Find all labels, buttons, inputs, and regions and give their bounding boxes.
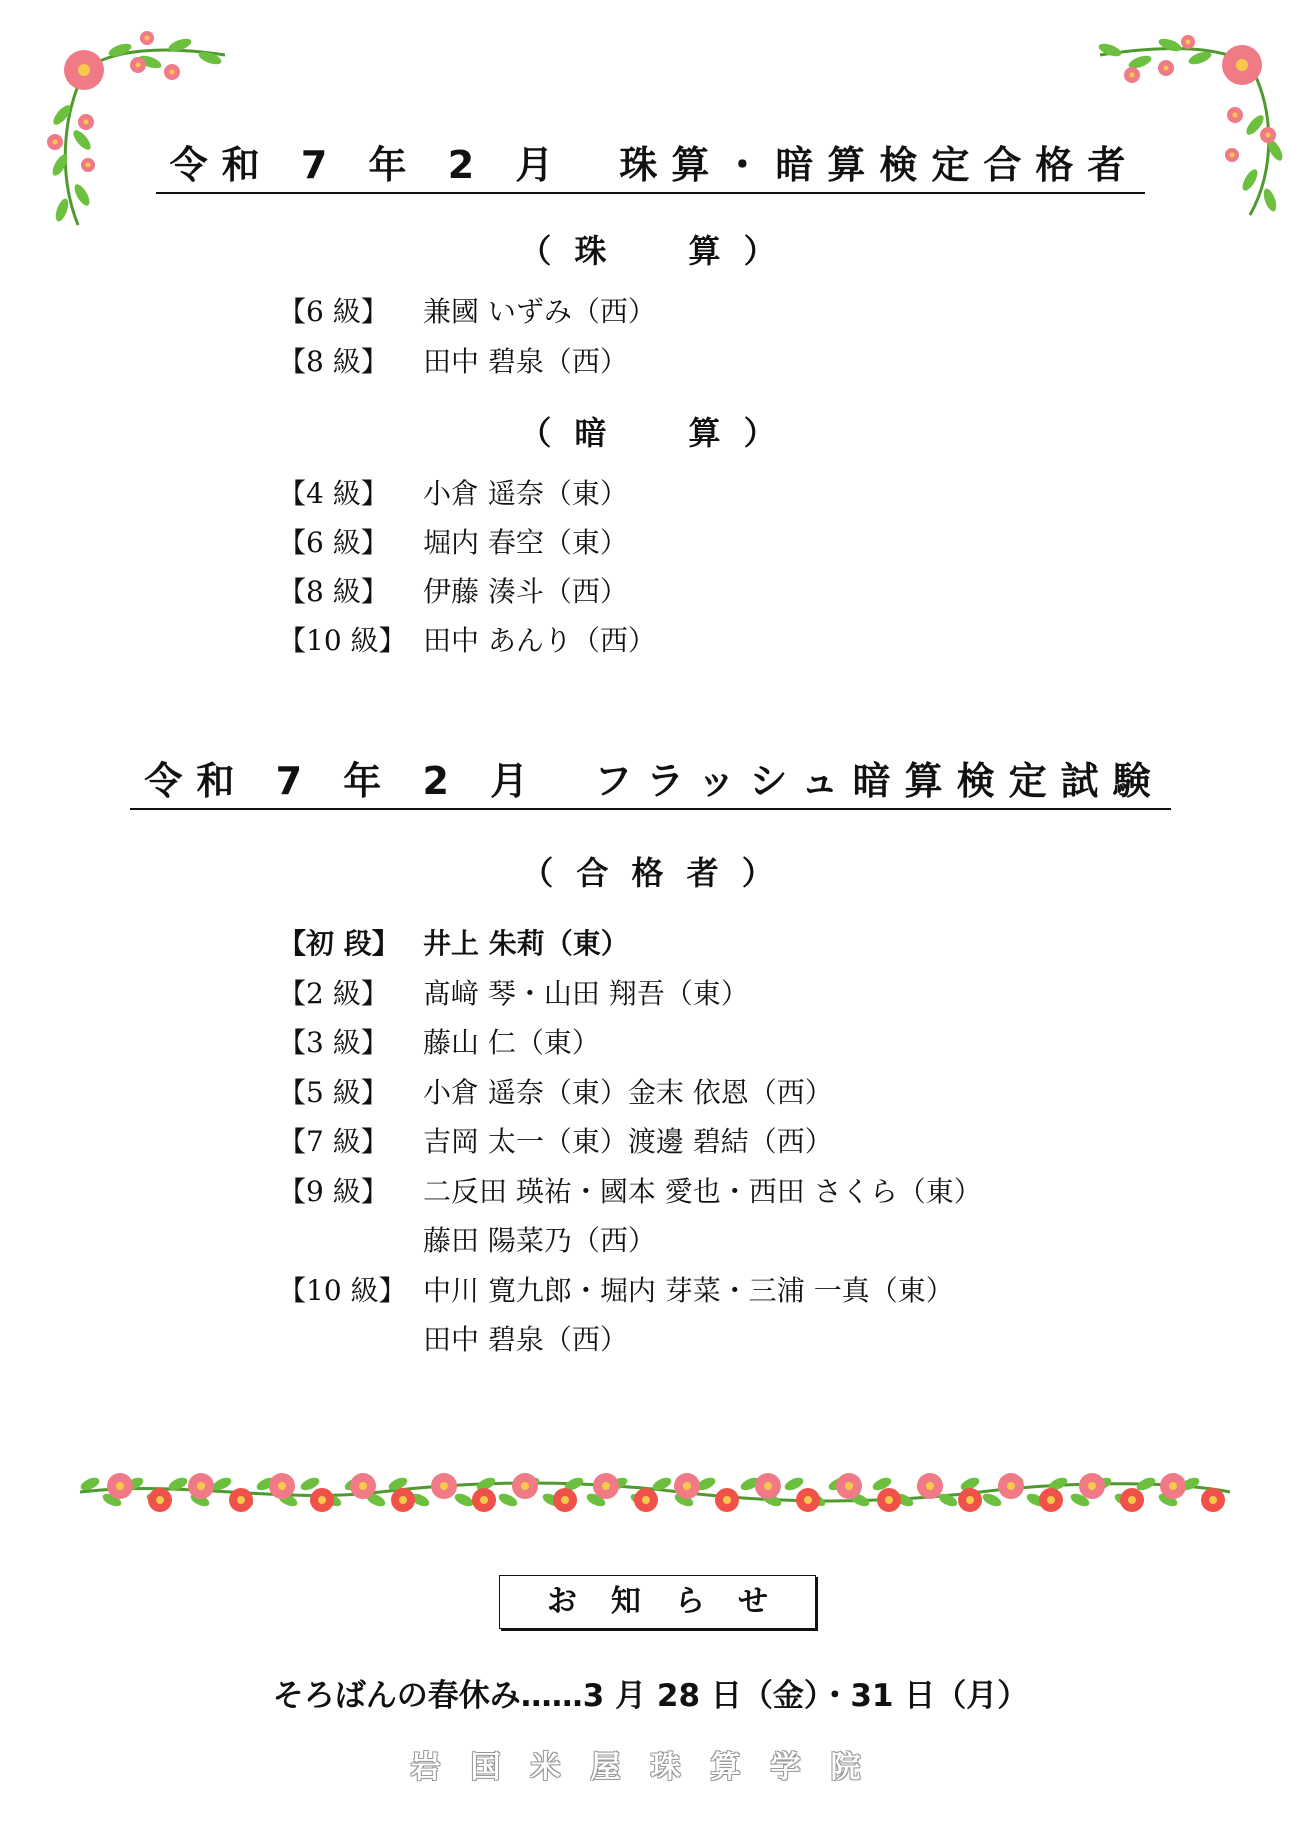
result-row	[278, 292, 656, 332]
grade-label: 【初 段】	[278, 927, 400, 960]
soroban-heading: （ 珠 算 ）	[519, 232, 782, 270]
grade-label: 【8 級】	[278, 575, 389, 608]
grade-label: 【10 級】	[278, 1274, 407, 1307]
result-row	[278, 1122, 833, 1162]
grade-label: 【6 級】	[278, 295, 389, 328]
result-row	[278, 474, 628, 514]
passer-name: 中川 寛九郎・堀内 芽菜・三浦 一真（東）	[423, 1274, 954, 1307]
flower-garland-divider	[80, 1462, 1230, 1522]
result-row	[278, 621, 656, 661]
result-row	[278, 1023, 600, 1063]
notice-label: お知らせ	[499, 1575, 816, 1629]
result-row	[278, 1221, 656, 1261]
corner-flowers-left	[0, 0, 240, 240]
passer-name: 兼國 いずみ（西）	[423, 295, 656, 328]
flash-title: 令和 7 年 2 月 フラッシュ暗算検定試験	[0, 756, 1301, 810]
grade-label: 【6 級】	[278, 526, 389, 559]
grade-label: 【3 級】	[278, 1026, 389, 1059]
passers-heading: （ 合 格 者 ）	[521, 854, 780, 892]
passer-name: 小倉 遥奈（東）	[423, 477, 628, 510]
flower-icon	[1222, 45, 1262, 85]
grade-label: 【5 級】	[278, 1076, 389, 1109]
school-name: 岩国米屋珠算学院	[410, 1750, 891, 1785]
passer-name: 吉岡 太一（東）渡邊 碧結（西）	[423, 1125, 833, 1158]
corner-flowers-right	[1070, 0, 1301, 240]
result-row	[278, 1172, 982, 1212]
result-row	[278, 924, 629, 964]
grade-label: 【8 級】	[278, 345, 389, 378]
flower-icon	[64, 50, 104, 90]
result-row	[278, 1271, 954, 1311]
anzan-heading: （ 暗 算 ）	[519, 414, 782, 452]
result-row	[278, 572, 628, 612]
result-row	[278, 974, 749, 1014]
grade-label: 【2 級】	[278, 977, 389, 1010]
grade-label: 【9 級】	[278, 1175, 389, 1208]
passer-name: 堀内 春空（東）	[423, 526, 628, 559]
soroban-anzan-title: 令和 7 年 2 月 珠算・暗算検定合格者	[0, 140, 1301, 194]
passer-name: 藤田 陽菜乃（西）	[423, 1224, 656, 1257]
passer-name: 田中 碧泉（西）	[423, 345, 628, 378]
grade-label: 【10 級】	[278, 624, 407, 657]
grade-label: 【7 級】	[278, 1125, 389, 1158]
passer-name: 伊藤 湊斗（西）	[423, 575, 628, 608]
passer-name: 二反田 瑛祐・國本 愛也・西田 さくら（東）	[423, 1175, 982, 1208]
passer-name: 小倉 遥奈（東）金末 依恩（西）	[423, 1076, 833, 1109]
result-row	[278, 523, 628, 563]
result-row	[278, 1320, 628, 1360]
result-row	[278, 342, 628, 382]
passer-name: 髙﨑 琴・山田 翔吾（東）	[423, 977, 749, 1010]
passer-name: 田中 碧泉（西）	[423, 1323, 628, 1356]
passer-name: 田中 あんり（西）	[423, 624, 656, 657]
result-row	[278, 1073, 833, 1113]
notice-text: そろばんの春休み……3 月 28 日（金）・31 日（月）	[272, 1678, 1029, 1714]
grade-label: 【4 級】	[278, 477, 389, 510]
passer-name: 藤山 仁（東）	[423, 1026, 600, 1059]
passer-name: 井上 朱莉（東）	[423, 927, 629, 960]
